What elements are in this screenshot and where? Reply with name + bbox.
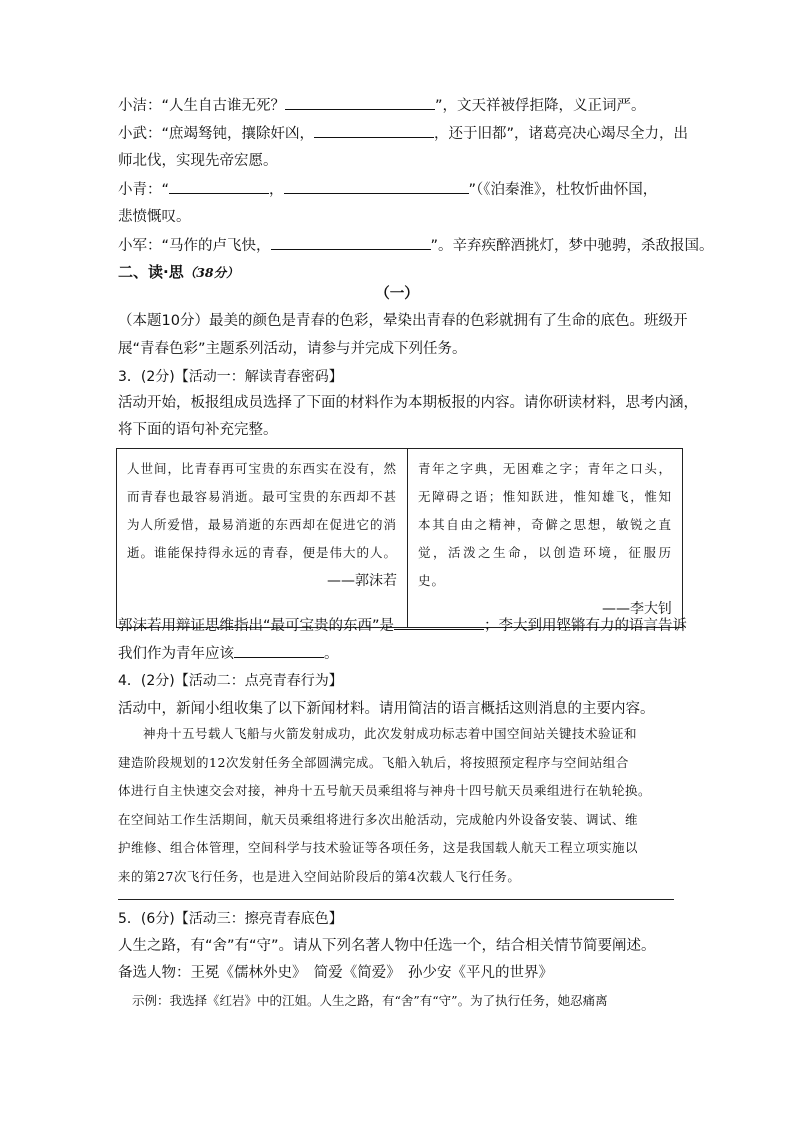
answer-blank[interactable] (285, 95, 435, 110)
question-3-text: 将下面的语句补充完整。 (118, 422, 278, 438)
question-5-options: 备选人物：王冕《儒林外史》 简爱《简爱》 孙少安《平凡的世界》 (118, 965, 553, 981)
dialogue-text: ”（《泊秦淮》，杜牧忻曲怀国， (468, 182, 658, 198)
question-5-example: 示例：我选择《红岩》中的江姐。人生之路，有“舍”有“守”。为了执行任务，她忍痛离 (132, 993, 608, 1008)
dialogue-xiaowu (118, 123, 688, 144)
question-5-text: 人生之路，有“舍”有“守”。请从下列名著人物中任选一个，结合相关情节简要阐述。 (118, 938, 656, 954)
intro-text: 展“青春色彩”主题系列活动，请参与并完成下列任务。 (118, 341, 467, 357)
answer-blank[interactable] (314, 123, 434, 138)
dialogue-text: ，还于旧都”，诸葛亮决心竭尽全力，出 (434, 126, 689, 142)
dialogue-continuation: 师北伐，实现先帝宏愿。 (118, 153, 278, 169)
section-title-text: 二、读·思 (118, 263, 184, 281)
intro-text: （本题10分）最美的颜色是青春的色彩，晕染出青春的色彩就拥有了生命的底色。班级开 (118, 313, 688, 329)
answer-rule-line[interactable] (118, 899, 674, 900)
question-3-label: 3．(2分)【活动一：解读青春密码】 (118, 369, 343, 385)
question-3-answer-line-2 (118, 643, 339, 664)
quote-cell-li (408, 449, 683, 628)
dialogue-text: ， (269, 182, 284, 198)
dialogue-text: 小青：“ (118, 182, 170, 198)
section-subtitle: （一） (375, 286, 419, 302)
answer-text: 。 (324, 646, 339, 662)
dialogue-xiaojun (118, 235, 714, 256)
dialogue-xiaojie (118, 95, 646, 116)
quote-text-guo: 人世间，比青春再可宝贵的东西实在没有，然而青春也最容易消逝。最可宝贵的东西却不甚为人所爱惜，最易消逝的东西却在促进它的消逝。谁能保持得永远的青春，便是伟大的人。 (127, 461, 398, 560)
quote-signature-li: ——李大钊 (602, 601, 672, 617)
news-line: 神舟十五号载人飞船与火箭发射成功，此次发射成功标志着中国空间站关键技术验证和 (143, 726, 638, 741)
answer-blank[interactable] (271, 235, 431, 250)
dialogue-text: 小军：“马作的卢飞快， (118, 238, 271, 254)
answer-blank[interactable] (169, 179, 269, 194)
news-line: 护维修、组合体管理，空间科学与技术验证等各项任务，这是我国载人航天工程立项实施以 (118, 840, 639, 855)
question-4-label: 4．(2分)【活动二：点亮青春行为】 (118, 673, 343, 689)
dialogue-text: 小洁：“人生自古谁无死？ (118, 98, 286, 114)
dialogue-text: 小武：“庶竭驽钝，攘除奸凶， (118, 126, 315, 142)
answer-blank[interactable] (394, 615, 484, 630)
answer-text: ；李大到用铿锵有力的语言告诉 (484, 618, 688, 634)
answer-blank[interactable] (284, 179, 469, 194)
dialogue-text: ”，文天祥被俘拒降，义正词严。 (435, 98, 646, 114)
news-line: 体进行自主快速交会对接，神舟十五号航天员乘组将与神舟十四号航天员乘组进行在轨轮换。 (118, 783, 652, 798)
question-5-label: 5．(6分)【活动三：擦亮青春底色】 (118, 911, 343, 927)
dialogue-text: ”。辛弃疾醉酒挑灯，梦中驰骋，杀敌报国。 (430, 238, 714, 254)
news-line: 建造阶段规划的12次发射任务全部圆满完成。飞船入轨后，将按照预定程序与空间站组合 (118, 754, 629, 770)
dialogue-continuation: 悲愤慨叹。 (118, 209, 191, 225)
quote-table (116, 448, 683, 628)
news-line: 来的第27次飞行任务，也是进入空间站阶段后的第4次载人飞行任务。 (118, 868, 521, 884)
quote-cell-guo (117, 449, 408, 628)
quote-signature-guo: ——郭沫若 (327, 573, 397, 589)
dialogue-xiaoqing (118, 179, 657, 200)
news-line: 在空间站工作生活期间，航天员乘组将进行多次出舱活动，完成舱内外设备安装、调试、维 (118, 811, 639, 827)
question-3-text: 活动开始，板报组成员选择了下面的材料作为本期板报的内容。请你研读材料，思考内涵， (118, 395, 698, 411)
answer-text: 我们作为青年应该 (118, 646, 234, 662)
section-title (118, 262, 239, 283)
question-3-answer-line-1 (118, 615, 687, 636)
answer-blank[interactable] (234, 643, 324, 658)
news-paragraph (118, 720, 674, 891)
answer-text: 郭沫若用辩证思维指出“最可宝贵的东西”是 (118, 618, 395, 634)
question-4-text: 活动中，新闻小组收集了以下新闻材料。请用简洁的语言概括这则消息的主要内容。 (118, 701, 655, 717)
section-score: （38分） (183, 265, 239, 280)
quote-text-li: 青年之字典，无困难之字；青年之口头，无障碍之语；惟知跃进，惟知雄飞，惟知本其自由之精神，奇僻之思想，敏锐之直觉，活泼之生命，以创造环境，征服历史。 (418, 461, 672, 588)
